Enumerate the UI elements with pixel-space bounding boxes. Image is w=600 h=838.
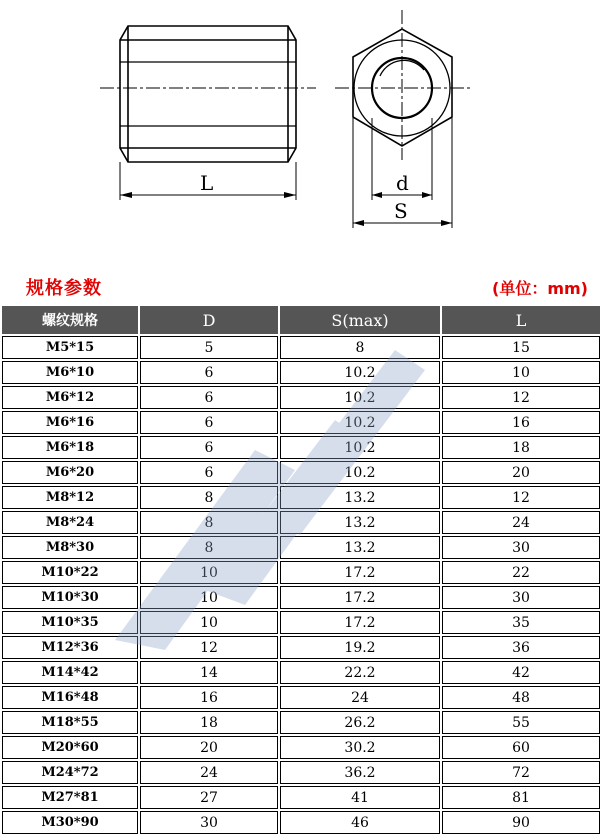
table-row [2,361,600,384]
spec-cell: M20*60 [2,736,138,759]
s-max-cell: 10.2 [280,386,440,409]
spec-cell: M10*35 [2,611,138,634]
s-max-cell: 26.2 [280,711,440,734]
l-cell: 12 [442,386,600,409]
l-cell: 36 [442,636,600,659]
table-row [2,711,600,734]
s-max-cell: 8 [280,336,440,359]
l-cell: 60 [442,736,600,759]
table-row [2,436,600,459]
d-cell: 14 [140,661,278,684]
l-cell: 24 [442,511,600,534]
spec-cell: M8*12 [2,486,138,509]
table-row [2,336,600,359]
d-cell: 24 [140,761,278,784]
spec-cell: M5*15 [2,336,138,359]
table-row [2,486,600,509]
section-title: 规格参数 [26,278,102,299]
inner-diameter-label: d [396,171,409,195]
l-cell: 15 [442,336,600,359]
s-max-cell: 22.2 [280,661,440,684]
spec-cell: M8*30 [2,536,138,559]
s-max-cell: 10.2 [280,411,440,434]
s-max-cell: 24 [280,686,440,709]
spec-cell: M6*18 [2,436,138,459]
d-cell: 20 [140,736,278,759]
table-row [2,611,600,634]
d-cell: 5 [140,336,278,359]
spec-cell: M16*48 [2,686,138,709]
spec-cell: M6*12 [2,386,138,409]
spec-cell: M12*36 [2,636,138,659]
table-row [2,461,600,484]
hex-nut-drawing [0,0,600,240]
table-row [2,511,600,534]
spec-cell: M6*20 [2,461,138,484]
spec-cell: M18*55 [2,711,138,734]
d-cell: 8 [140,511,278,534]
d-cell: 27 [140,786,278,809]
header-l: L [442,306,600,334]
table-row [2,736,600,759]
s-max-cell: 17.2 [280,611,440,634]
table-row [2,386,600,409]
l-cell: 10 [442,361,600,384]
s-max-cell: 17.2 [280,586,440,609]
header-d: D [140,306,278,334]
header-thread-spec: 螺纹规格 [2,306,138,334]
across-flats-label: S [394,199,408,223]
table-row [2,661,600,684]
l-cell: 30 [442,586,600,609]
s-max-cell: 19.2 [280,636,440,659]
d-cell: 6 [140,361,278,384]
s-max-cell: 30.2 [280,736,440,759]
d-cell: 16 [140,686,278,709]
s-max-cell: 41 [280,786,440,809]
l-cell: 42 [442,661,600,684]
table-row [2,536,600,559]
spec-cell: M14*42 [2,661,138,684]
s-max-cell: 13.2 [280,486,440,509]
d-cell: 6 [140,461,278,484]
table-row [2,811,600,834]
l-cell: 55 [442,711,600,734]
d-cell: 6 [140,436,278,459]
nut-side-view [120,26,296,162]
unit-note: (单位：mm) [492,279,588,298]
l-cell: 22 [442,561,600,584]
d-cell: 18 [140,711,278,734]
d-cell: 10 [140,586,278,609]
s-max-cell: 10.2 [280,361,440,384]
length-label: L [200,171,214,195]
s-max-cell: 36.2 [280,761,440,784]
d-cell: 8 [140,486,278,509]
s-max-cell: 10.2 [280,461,440,484]
table-header-row [2,306,600,334]
d-cell: 30 [140,811,278,834]
d-cell: 10 [140,611,278,634]
table-row [2,561,600,584]
spec-cell: M27*81 [2,786,138,809]
spec-cell: M10*30 [2,586,138,609]
spec-cell: M6*16 [2,411,138,434]
l-cell: 30 [442,536,600,559]
table-row [2,686,600,709]
spec-cell: M6*10 [2,361,138,384]
s-max-cell: 10.2 [280,436,440,459]
table-row [2,761,600,784]
l-cell: 16 [442,411,600,434]
spec-cell: M8*24 [2,511,138,534]
l-cell: 48 [442,686,600,709]
s-max-cell: 13.2 [280,511,440,534]
spec-cell: M24*72 [2,761,138,784]
table-row [2,586,600,609]
spec-table [0,304,600,836]
l-cell: 20 [442,461,600,484]
d-cell: 8 [140,536,278,559]
d-cell: 12 [140,636,278,659]
table-row [2,411,600,434]
d-cell: 6 [140,411,278,434]
l-cell: 18 [442,436,600,459]
s-max-cell: 17.2 [280,561,440,584]
l-cell: 90 [442,811,600,834]
header-s-max: S(max) [280,306,440,334]
s-max-cell: 46 [280,811,440,834]
d-cell: 6 [140,386,278,409]
d-cell: 10 [140,561,278,584]
l-cell: 81 [442,786,600,809]
l-cell: 12 [442,486,600,509]
table-row [2,786,600,809]
l-cell: 35 [442,611,600,634]
spec-cell: M10*22 [2,561,138,584]
l-cell: 72 [442,761,600,784]
s-max-cell: 13.2 [280,536,440,559]
spec-cell: M30*90 [2,811,138,834]
table-row [2,636,600,659]
